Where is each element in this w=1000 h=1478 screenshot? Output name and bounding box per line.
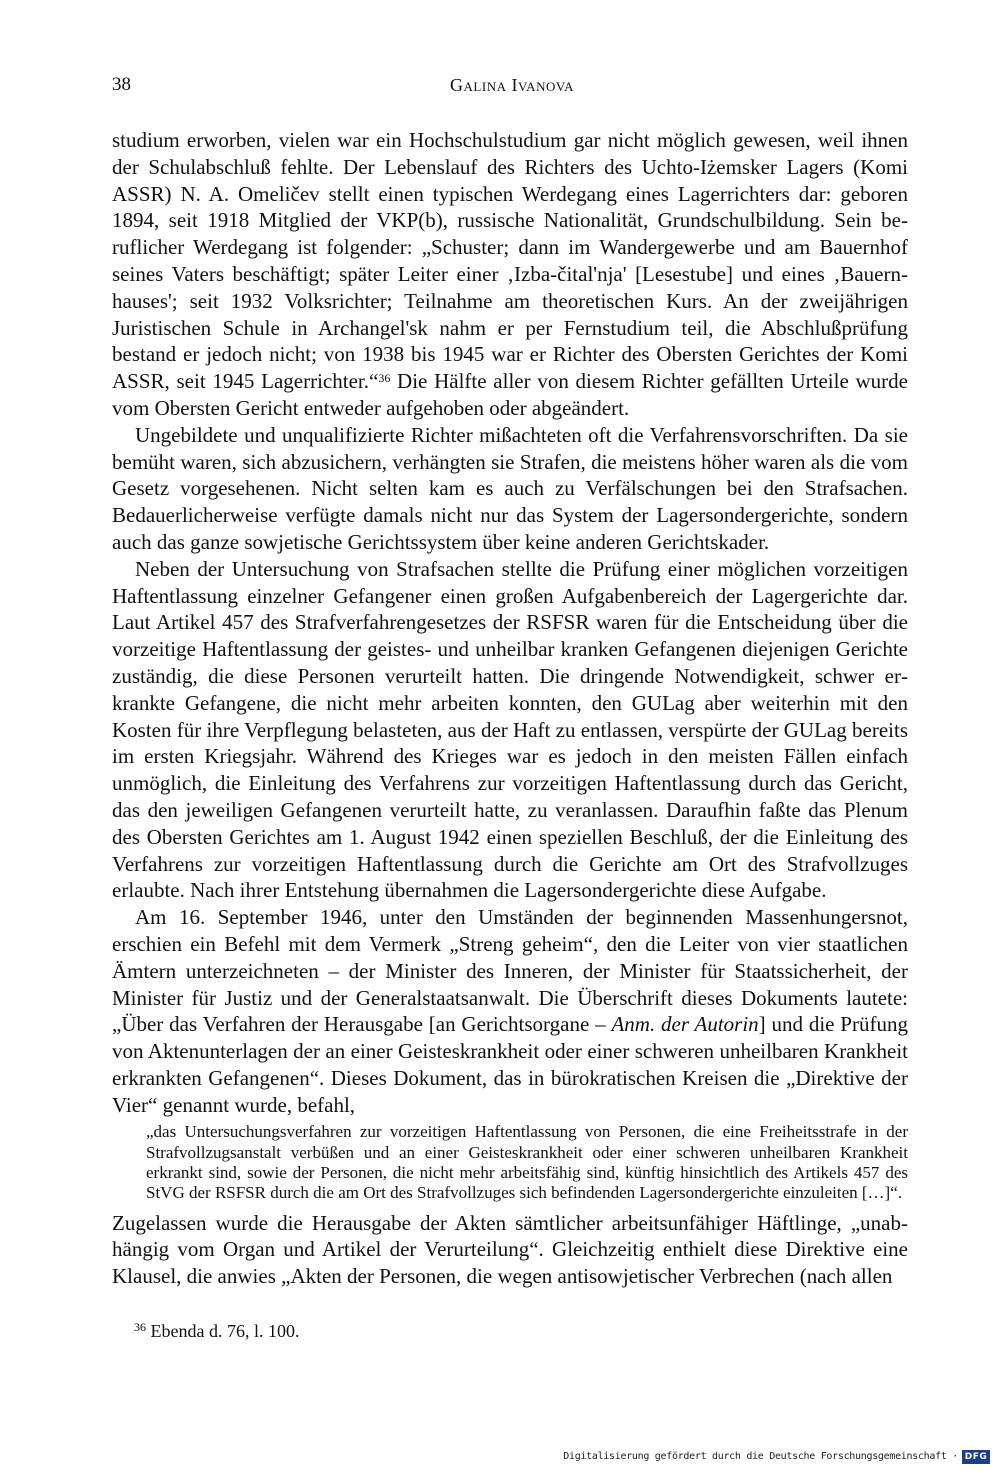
paragraph-4 xyxy=(112,904,908,1118)
running-head: Galina Ivanova xyxy=(450,75,574,95)
block-quote: „das Untersuchungsverfahren zur vorzeitigen Haftentlassung von Personen, die eine Freiheitsstrafe in der Strafvollzugsanstalt verbüßen und an einer Geisteskrankheit oder einer schweren unheilbaren Krankheit erkrankt sind, sowie der Personen, die nicht mehr arbeitsfähig sind, künftig hinsichtlich des Artikels 457 des StVG der RSFSR durch die am Ort des Strafvollzuges sich befindenden Lagersondergerichte einzuleiten […]“. xyxy=(146,1122,908,1203)
paragraph-4-italic: Anm. der Autorin xyxy=(611,1012,759,1037)
footnotes xyxy=(134,1321,914,1342)
paragraph-1-text: studium erworben, vielen war ein Hochschulstudium gar nicht möglich gewesen, weil ihnen der Schulabschluß fehlte. Der Lebenslauf des Richters des Uchto-Iżemsker Lagers (Komi ASSR) N. A. Omeličev stellt einen typischen Werdegang eines Lagerrichters dar: geboren 1894, seit 1918 Mitglied der VKP(b), russische Nationalität, Grundschulbildung. Sein beruflicher Werdegang ist folgender: „Schuster; dann im Wandergewerbe und am Bauernhof seines Vaters beschäftigt; später Leiter einer ‚Izba-čital'nja' [Lesestube] und eines ‚Bauernhauses'; seit 1932 Volksrichter; Teilnahme am theoretischen Kurs. An der zweijährigen Juristischen Schule in Archangel'sk nahm er per Fernstudium teil, die Abschlußprüfung bestand er jedoch nicht; von 1938 bis 1945 war er Richter des Obersten Gerichtes der Komi ASSR, seit 1945 Lagerrichter.“ xyxy=(112,128,908,394)
paragraph-4-text: Am 16. September 1946, unter den Umständen der beginnenden Massenhungersnot, erschien ein Befehl mit dem Vermerk „Streng geheim“, den die Leiter von vier staatlichen Ämtern unterzeichneten – der Minister des Inneren, der Minister für Staatssicherheit, der Minister für Justiz und der Generalstaatsanwalt. Die Überschrift dieses Dokuments lautete: „Über das Verfahren der Herausgabe [an Gerichtsorgane – xyxy=(112,905,908,1037)
digitization-footer xyxy=(0,1448,1000,1468)
footnote-ref-36: 36 xyxy=(378,371,391,386)
page-number: 38 xyxy=(112,74,131,95)
footer-text: Digitalisierung gefördert durch die Deutsche Forschungsgemeinschaft · xyxy=(563,1451,958,1462)
paragraph-1-end: Die Hälfte aller von diesem Richter gefällten Urteile wurde vom Obersten Gericht entweder aufgehoben oder abgeändert. xyxy=(112,369,908,420)
paragraph-5: Zugelassen wurde die Herausgabe der Akten sämtlicher arbeitsunfähiger Häftlinge, „unabhängig vom Organ und Artikel der Verurteilung“. Gleichzeitig enthielt diese Direktive eine Klausel, die anwies „Akten der Personen, die wegen antisowjetischer Verbrechen (nach allen xyxy=(112,1210,908,1289)
body-text xyxy=(112,127,908,1290)
paragraph-4-end: ] und die Prüfung von Aktenunterlagen der an einer Geisteskrankheit oder einer schweren unheilbaren Krankheit erkrankten Gefangenen“. Dieses Dokument, das in bürokratischen Kreisen die „Direktive der Vier“ genannt wurde, befahl, xyxy=(112,1012,908,1117)
paragraph-1 xyxy=(112,127,908,422)
footnote-36 xyxy=(134,1321,914,1342)
paragraph-3: Neben der Untersuchung von Strafsachen stellte die Prüfung einer möglichen vorzeitigen Haftentlassung einzelner Gefangener einen großen Aufgabenbereich der Lagergerichte dar. Laut Artikel 457 des Strafverfahrengesetzes der RSFSR waren für die Entscheidung über die vorzeitige Haftentlassung der geistes- und unheilbar kranken Gefangenen diejenigen Gerichte zuständig, die diese Personen verurteilt hatten. Die dringende Notwendigkeit, schwer erkrankte Gefangene, die nicht mehr arbeiten konnten, den GULag aber weiterhin mit den Kosten für ihre Verpflegung belasteten, aus der Haft zu entlassen, verspürte der GULag bereits im ersten Kriegsjahr. Während des Krieges war es jedoch in den meisten Fällen einfach unmöglich, die Einleitung des Verfahrens zur vorzeitigen Haftentlassung durch das Gericht, das den jeweiligen Gefangenen verurteilt hatte, zu veranlassen. Daraufhin faßte das Plenum des Obersten Gerichtes am 1. August 1942 einen speziellen Beschluß, der die Einleitung des Verfahrens zur vorzeitigen Haftentlassung durch die Gerichte am Ort des Strafvollzuges erlaubte. Nach ihrer Entstehung übernahmen die Lagersondergerichte diese Aufgabe. xyxy=(112,556,908,903)
footnote-number: 36 xyxy=(134,1320,146,1334)
paragraph-2: Ungebildete und unqualifizierte Richter mißachteten oft die Verfahrensvorschriften. Da sie bemüht waren, sich abzusichern, verhängten sie Strafen, die meistens höher waren als die vom Gesetz vorgesehenen. Nicht selten kam es auch zu Verfälschungen bei den Strafsachen. Bedauerlicherweise verfügte damals nicht nur das System der Lagersondergerichte, sondern auch das ganze sowjetische Gerichtssystem über keine anderen Gerichtskader. xyxy=(112,422,908,554)
page-header xyxy=(112,74,912,104)
dfg-logo-icon: DFG xyxy=(962,1450,990,1464)
footnote-text: Ebenda d. 76, l. 100. xyxy=(146,1321,300,1341)
